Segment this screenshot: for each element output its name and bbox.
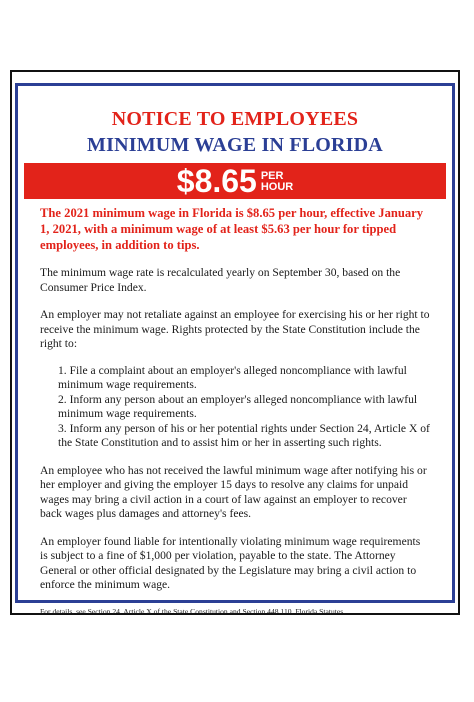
lead-statement: The 2021 minimum wage in Florida is $8.65 per hour, effective January 1, 2021, with a minimum wage of at least $5.63 per hour for tipped employees, in addition to tips.	[40, 206, 424, 252]
paragraph-fines: An employer found liable for intentionally violating minimum wage requirements is subject to a fine of $1,000 per violation, payable to the state. The Attorney General or other official designated by the Legislature may bring a civil action to enforce the minimum wage.	[40, 534, 421, 591]
details-footnote: For details, see Section 24, Article X of the State Constitution and Section 448.110, Florida Statutes.	[40, 606, 346, 616]
paragraph-retaliation: An employer may not retaliate against an employee for exercising his or her right to receive the minimum wage. Rights protected by the State Constitution include the right to:	[40, 308, 430, 350]
wage-unit-per: PER	[260, 170, 284, 182]
rights-list	[40, 364, 430, 451]
title-notice: NOTICE TO EMPLOYEES	[111, 108, 359, 130]
title-minimum-wage: MINIMUM WAGE IN FLORIDA	[87, 134, 383, 156]
wage-amount: $8.65	[176, 163, 257, 199]
notice-panel	[15, 83, 455, 616]
paragraph-recalculation: The minimum wage rate is recalculated yearly on September 30, based on the Consumer Price Index.	[40, 266, 401, 294]
paragraph-civil-action: An employee who has not received the lawful minimum wage after notifying his or her employer and giving the employer 15 days to resolve any claims for unpaid wages may bring a civil action in a court of law against an employer to recover back wages plus damages and attorney's fees.	[40, 463, 427, 520]
wage-unit-hour: HOUR	[260, 181, 294, 193]
wage-unit	[261, 171, 293, 193]
rights-list-item: 1. File a complaint about an employer's alleged noncompliance with lawful minimum wage requirements.	[58, 363, 407, 391]
rights-list-item: 2. Inform any person about an employer's alleged noncompliance with lawful minimum wage requirements.	[58, 392, 418, 420]
rights-list-item: 3. Inform any person of his or her potential rights under Section 24, Article X of the State Constitution and to assist him or her in asserting such rights.	[58, 421, 430, 449]
wage-banner	[24, 163, 446, 199]
